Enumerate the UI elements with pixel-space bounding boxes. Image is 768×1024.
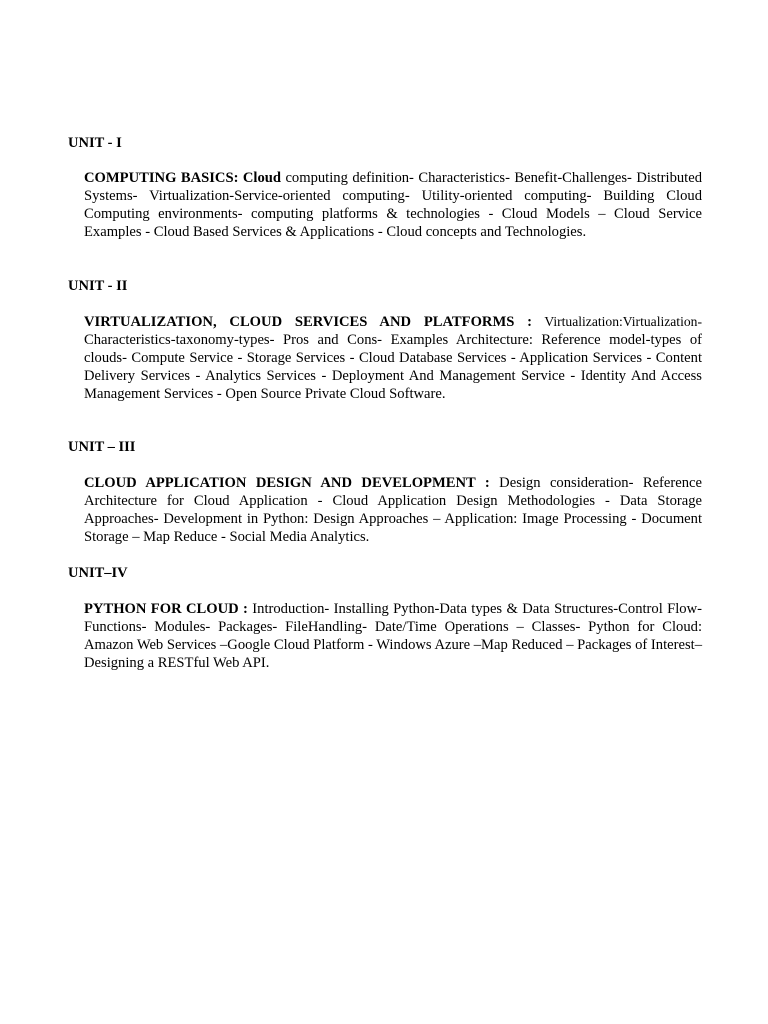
unit-4-content [84, 600, 702, 672]
unit-2-heading: UNIT - II [68, 278, 128, 294]
unit-4-text: Introduction- Installing Python-Data types & Data Structures-Control Flow- Functions- Modules- Packages- FileHandling- Date/Time Operations – Classes- Python for Cloud: Amazon Web Services –Google Cloud Platform - Windows Azure –Map Reduced – Packages of Interest–Designing a RESTful Web API. [84, 601, 702, 671]
unit-3-text: Design consideration- Reference Architecture for Cloud Application - Cloud Application Design Methodologies - Data Storage Approaches- Development in Python: Design Approaches – Application: Image Processing - Document Storage – Map Reduce - Social Media Analytics. [84, 475, 702, 545]
unit-1-content [84, 169, 702, 241]
unit-3-heading: UNIT – III [68, 439, 136, 455]
unit-1-text: computing definition- Characteristics- Benefit-Challenges- Distributed Systems- Virtualization-Service-oriented computing- Utility-oriented computing- Building Cloud Computing environments- computing platforms & technologies - Cloud Models – Cloud Service Examples - Cloud Based Services & Applications - Cloud concepts and Technologies. [84, 170, 702, 240]
unit-2-text-lead: Virtualization:Virtualization- [532, 314, 702, 329]
unit-4-heading: UNIT–IV [68, 565, 128, 581]
unit-1-heading: UNIT - I [68, 135, 122, 151]
unit-1-topic: COMPUTING BASICS: Cloud [84, 170, 282, 186]
unit-2-topic: VIRTUALIZATION, CLOUD SERVICES AND PLATFORMS : [84, 314, 533, 330]
unit-2-text: Characteristics-taxonomy-types- Pros and Cons- Examples Architecture: Reference model-types of clouds- Compute Service - Storage Services - Cloud Database Services - Application Services - Content Delivery Services - Analytics Services - Deployment And Management Service - Identity And Access Management Services - Open Source Private Cloud Software. [84, 332, 702, 402]
unit-2-content [84, 313, 702, 403]
unit-3-topic: CLOUD APPLICATION DESIGN AND DEVELOPMENT : [84, 475, 490, 491]
unit-4-topic: PYTHON FOR CLOUD : [84, 601, 248, 617]
unit-3-content [84, 474, 702, 546]
